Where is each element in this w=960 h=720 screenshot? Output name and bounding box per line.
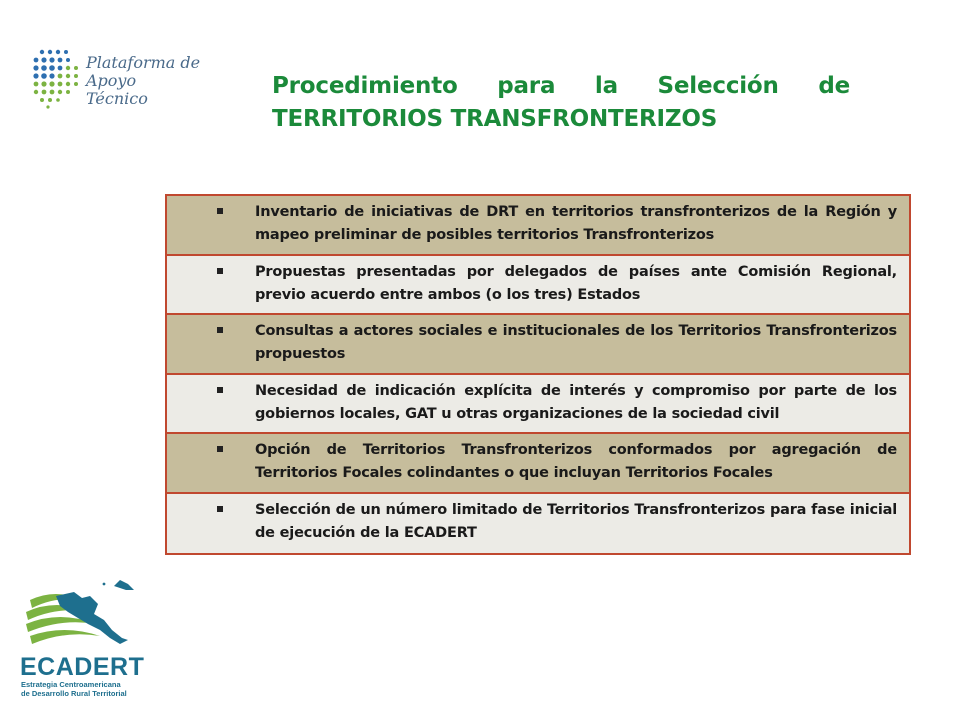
brand-name: ECADERT bbox=[20, 653, 145, 681]
list-item-text: Selección de un número limitado de Territorios Transfronterizos para fase inicial de ejecución de la ECADERT bbox=[255, 501, 897, 541]
square-bullet-icon bbox=[217, 387, 223, 393]
list-item bbox=[167, 256, 909, 316]
list-item bbox=[167, 196, 909, 256]
title-line2: TERRITORIOS TRANSFRONTERIZOS bbox=[272, 106, 718, 132]
list-item bbox=[167, 494, 909, 554]
central-america-map-icon bbox=[16, 578, 148, 658]
ecadert-logo bbox=[16, 578, 148, 700]
logo-text-line1: Plataforma de bbox=[86, 53, 201, 72]
platform-logo bbox=[20, 40, 202, 118]
title-line1: Procedimiento para la Selección de bbox=[272, 73, 850, 99]
brand-tagline-line2: de Desarrollo Rural Territorial bbox=[21, 688, 127, 698]
square-bullet-icon bbox=[217, 506, 223, 512]
list-item bbox=[167, 315, 909, 375]
logo-text-line2: Apoyo Técnico bbox=[86, 71, 148, 108]
list-item-text: Inventario de iniciativas de DRT en territorios transfronterizos de la Región y mapeo preliminar de posibles territorios Transfronterizos bbox=[255, 204, 897, 243]
page-title bbox=[272, 70, 850, 136]
square-bullet-icon bbox=[217, 268, 223, 274]
list-item bbox=[167, 375, 909, 435]
square-bullet-icon bbox=[217, 446, 223, 452]
procedure-list bbox=[165, 194, 911, 555]
list-item-text: Opción de Territorios Transfronterizos conformados por agregación de Territorios Focales colindantes o que incluyan Territorios Focales bbox=[255, 442, 897, 481]
list-item-text: Consultas a actores sociales e institucionales de los Territorios Transfronterizos propuestos bbox=[255, 323, 897, 362]
brand-tagline bbox=[21, 681, 149, 698]
square-bullet-icon bbox=[217, 327, 223, 333]
list-item-text: Propuestas presentadas por delegados de países ante Comisión Regional, previo acuerdo entre ambos (o los tres) Estados bbox=[255, 263, 897, 303]
list-item-text: Necesidad de indicación explícita de interés y compromiso por parte de los gobiernos locales, GAT u otras organizaciones de la sociedad civil bbox=[255, 382, 897, 422]
brand-tagline-line1: Estrategia Centroamericana bbox=[21, 680, 121, 689]
square-bullet-icon bbox=[217, 208, 223, 214]
dot-grid-icon bbox=[28, 44, 84, 114]
list-item bbox=[167, 434, 909, 494]
